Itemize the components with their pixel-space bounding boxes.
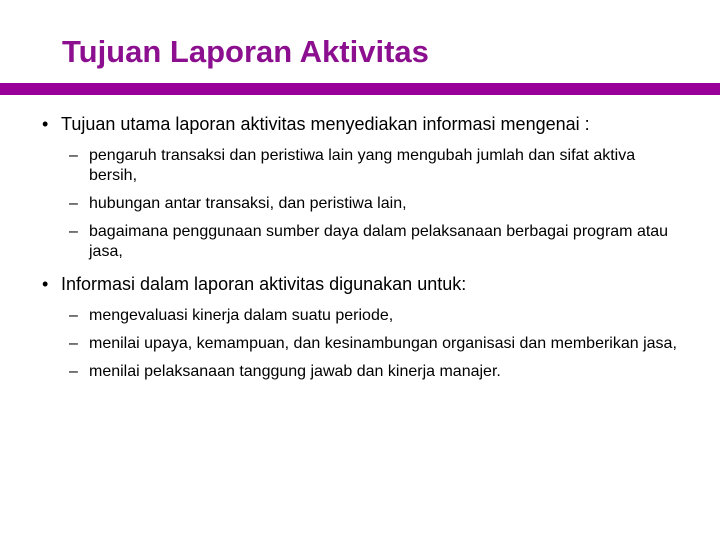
sub-bullet-text: hubungan antar transaksi, dan peristiwa lain,	[89, 195, 407, 212]
sub-bullet-text: menilai upaya, kemampuan, dan kesinambungan organisasi dan memberikan jasa,	[89, 335, 677, 352]
sub-bullet-text: pengaruh transaksi dan peristiwa lain yang mengubah jumlah dan sifat aktiva bersih,	[89, 147, 636, 184]
sub-bullet-text: bagaimana penggunaan sumber daya dalam pelaksanaan berbagai program atau jasa,	[89, 223, 669, 260]
dash-icon: –	[69, 223, 78, 240]
slide-body	[42, 112, 682, 390]
bullet-text: Informasi dalam laporan aktivitas digunakan untuk:	[61, 274, 467, 294]
slide-title: Tujuan Laporan Aktivitas	[62, 34, 429, 69]
bullet-icon: •	[42, 274, 49, 294]
sub-bullet-point	[42, 306, 682, 326]
title-divider	[0, 83, 720, 95]
dash-icon: –	[69, 335, 78, 352]
sub-bullet-point	[42, 146, 682, 186]
sub-bullet-point	[42, 334, 682, 354]
sub-bullet-text: menilai pelaksanaan tanggung jawab dan kinerja manajer.	[89, 363, 501, 380]
bullet-icon: •	[42, 114, 49, 134]
sub-bullet-point	[42, 222, 682, 262]
bullet-point	[42, 112, 682, 136]
dash-icon: –	[69, 147, 78, 164]
sub-bullet-text: mengevaluasi kinerja dalam suatu periode,	[89, 307, 394, 324]
dash-icon: –	[69, 307, 78, 324]
dash-icon: –	[69, 195, 78, 212]
sub-bullet-point	[42, 194, 682, 214]
sub-bullet-point	[42, 362, 682, 382]
bullet-text: Tujuan utama laporan aktivitas menyediakan informasi mengenai :	[61, 114, 590, 134]
dash-icon: –	[69, 363, 78, 380]
bullet-point	[42, 272, 682, 296]
